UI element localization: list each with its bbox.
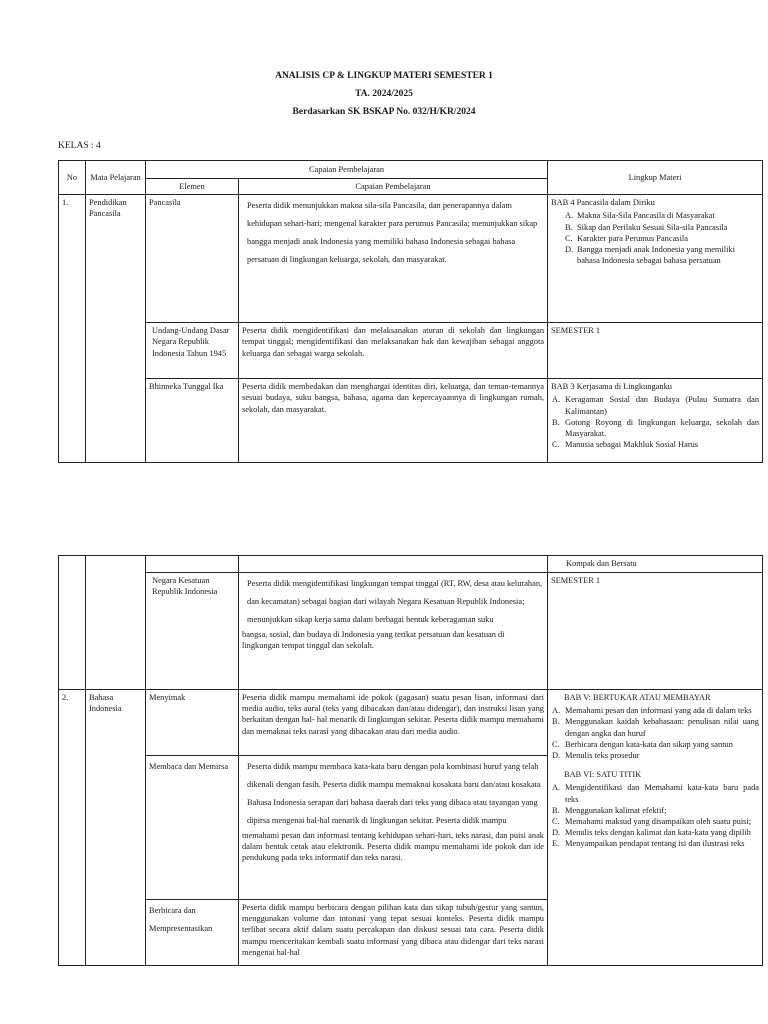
capaian-cell: Peserta didik membedakan dan menghargai identitas diri, keluarga, dan teman-temannya sesuai budaya, suku bangsa, bahasa, agama dan kepercayaannya di lingkungan rumah, sekolah, dan masyarakat. [239, 379, 548, 463]
list-item-text: Gotong Royong di lingkungan keluarga, sekolah dan Masyarakat. [565, 417, 760, 439]
cp-table-page-2 [58, 555, 763, 966]
list-item-letter: E. [552, 839, 560, 849]
elemen-cell: Negara Kesatuan Republik Indonesia [146, 573, 239, 690]
lingkup-cell [548, 690, 763, 966]
table-row [59, 379, 763, 463]
capaian-text-spaced: Peserta didik mampu membaca kata-kata baru dengan pola kombinasi huruf yang telah dikenali dengan fasih. Peserta didik mampu memaknai kosakata baru dan/atau kosakata Bahasa Indonesia serapan dari bahasa daerah dari teks yang dibaca atau tayangan yang dipirsa mengenai hal-hal menarik di lingkungan sekitar. Peserta didik mampu [247, 762, 541, 825]
table-row [59, 195, 763, 323]
list-item-letter: C. [552, 440, 560, 450]
header-no: No [59, 161, 86, 195]
list-item-letter: C. [565, 233, 573, 243]
lingkup-cell: Kompak dan Bersatu [548, 556, 763, 573]
row-mapel: Pendidikan Pancasila [86, 195, 146, 463]
list-item-letter: A. [565, 211, 574, 221]
list-item-text: Bangga menjadi anak Indonesia yang memiliki bahasa Indonesia sebagai bahasa persatuan [577, 245, 735, 266]
bab-title: BAB 3 Kerjasama di Lingkunganku [551, 382, 672, 392]
list-item-letter: C. [552, 817, 560, 827]
lingkup-list [551, 394, 759, 450]
list-item [552, 716, 759, 738]
list-item [552, 805, 759, 816]
list-item-text: Menggunakan kalimat efektif; [565, 805, 667, 815]
table-row [59, 690, 763, 756]
list-item-text: Sikap dan Perilaku Sesuai Sila-sila Pancasila [577, 222, 728, 232]
capaian-cell: Peserta didik menunjukkan makna sila-sila Pancasila, dan penerapannya dalam kehidupan sehari-hari; mengenal karakter para perumus Pancasila; menunjukkan sikap bangga menjadi anak Indonesia yang memiliki bahasa Indonesia sebagai bahasa persatuan di lingkungan keluarga, sekolah, dan masyarakat. [239, 195, 548, 323]
list-item-text: Karakter para Perumus Pancasila [577, 233, 688, 243]
list-item-letter: A. [552, 783, 561, 793]
list-item-letter: B. [552, 805, 560, 815]
row-no: 1. [59, 195, 86, 463]
list-item [552, 705, 759, 716]
capaian-cell [239, 756, 548, 900]
lingkup-list [551, 782, 759, 849]
capaian-cell [239, 573, 548, 690]
document-title: ANALISIS CP & LINGKUP MATERI SEMESTER 1 [275, 71, 493, 81]
elemen-cell: Menyimak [146, 690, 239, 756]
list-item [552, 417, 760, 439]
list-item [565, 244, 759, 266]
list-item-letter: B. [552, 417, 560, 427]
list-item [552, 739, 759, 750]
list-item [552, 394, 760, 416]
header-capaian-group: Capaian Pembelajaran [146, 161, 548, 179]
elemen-cell: Membaca dan Memirsa [146, 756, 239, 900]
decree-reference: Berdasarkan SK BSKAP No. 032/H/KR/2024 [292, 107, 476, 117]
elemen-cell: Undang-Undang Dasar Negara Republik Indonesia Tahun 1945 [146, 323, 239, 379]
list-item-text: Keragaman Sosial dan Budaya (Pulau Sumatra dan Kalimantan) [565, 395, 760, 416]
elemen-cell: Bhinneka Tunggal Ika [146, 379, 239, 463]
capaian-cell [239, 556, 548, 573]
elemen-cell [146, 556, 239, 573]
lingkup-cell: SEMESTER 1 [548, 323, 763, 379]
lingkup-list [551, 705, 759, 761]
lingkup-cell [548, 379, 763, 463]
list-item-text: Menulis teks dengan kalimat dan kata-kata yang dipilih [565, 828, 751, 838]
bab-title: BAB 4 Pancasila dalam Diriku [551, 198, 655, 208]
row-mapel [86, 556, 146, 690]
bab-title: BAB V: BERTUKAR ATAU MEMBAYAR [564, 693, 711, 702]
capaian-text-spaced: Peserta didik mengidentifikasi lingkungan tempat tinggal (RT, RW, desa atau kelurahan, dan kecamatan) sebagai bagian dari wilayah Negara Kesatuan Republik Indonesia; menunjukkan sikap kerja sama dalam berbagai bentuk keberagaman suku [247, 579, 543, 624]
capaian-cell: Peserta didik mengidentifikasi dan melaksanakan aturan di sekolah dan lingkungan tempat tinggal; mengidentifikasi dan melaksanakan hak dan kewajiban sebagai anggota keluarga dan sebagai warga sekolah. [239, 323, 548, 379]
capaian-cell: Peserta didik mampu memahami ide pokok (gagasan) suatu pesan lisan, informasi dari media audio, teks aural (teks yang dibacakan dan/atau didengar), dan instruksi lisan yang berkaitan dengan hal- hal menarik di lingkungan sekitar. Peserta didik mampu memahami dan memaknai teks narasi yang dibacakan atau dari media audio. [239, 690, 548, 756]
header-lingkup: Lingkup Materi [548, 161, 763, 195]
bab-title: BAB VI: SATU TITIK [564, 770, 642, 780]
list-item [552, 827, 759, 838]
row-no [59, 556, 86, 690]
capaian-cell: Peserta didik mampu berbicara dengan pilihan kata dan sikap tubuh/gestur yang santun, menggunakan volume dan intonasi yang tepat sesuai konteks. Peserta didik mampu terlibat secara aktif dalam suatu percakapan dan diskusi sesuai tata cara. Peserta didik mampu menceritakan kembali suatu informasi yang dibaca atau didengar dari teks narasi mengenai hal-hal [239, 900, 548, 966]
list-item-letter: B. [565, 222, 573, 232]
list-item-letter: A. [552, 706, 561, 716]
list-item-letter: D. [552, 751, 561, 761]
header-capaian: Capaian Pembelajaran [239, 179, 548, 195]
list-item [552, 838, 759, 849]
lingkup-list [551, 210, 759, 266]
list-item [552, 439, 759, 450]
list-item-text: Menggunakan kaidah kebahasaan: penulisan nilai uang dengan angka dan huruf [565, 717, 759, 738]
lingkup-cell [548, 195, 763, 323]
row-mapel: Bahasa Indonesia [86, 690, 146, 966]
list-item-text: Manusia sebagai Makhluk Sosial Harus [565, 440, 699, 450]
table-row [59, 573, 763, 690]
list-item [565, 222, 759, 233]
list-item-text: Menulis teks prosedur [565, 751, 640, 761]
list-item-text: Makna Sila-Sila Pancasila di Masyarakat [577, 211, 715, 221]
header-elemen: Elemen [146, 179, 239, 195]
list-item-letter: A. [552, 395, 561, 405]
list-item-text: Berbicara dengan kata-kata dan sikap yang santun [565, 739, 733, 749]
academic-year: TA. 2024/2025 [355, 89, 413, 99]
row-no: 2. [59, 690, 86, 966]
header-row [59, 161, 763, 179]
list-item [565, 233, 759, 244]
list-item-letter: D. [552, 828, 561, 838]
list-item [552, 782, 759, 804]
capaian-text: bangsa, sosial, dan budaya di Indonesia yang terikat persatuan dan kesatuan di lingkungan tempat tinggal dan sekolah. [242, 630, 505, 651]
list-item [552, 750, 759, 761]
table-row [59, 323, 763, 379]
list-item-text: Memahami maksud yang disampaikan oleh suatu puisi; [565, 817, 752, 827]
cp-table-page-1 [58, 160, 763, 463]
list-item-text: Memahami pesan dan informasi yang ada di dalam teks [565, 706, 752, 716]
list-item-letter: D. [565, 245, 574, 255]
list-item-text: Menyampaikan pendapat tentang isi dan ilustrasi teks [565, 839, 745, 849]
lingkup-cell: SEMESTER 1 [548, 573, 763, 690]
list-item-letter: B. [552, 717, 560, 727]
class-label: KELAS : 4 [58, 141, 101, 151]
list-item-text: Mengidentifikasi dan Memahami kata-kata baru pada teks [565, 783, 759, 804]
capaian-text: memahami pesan dan informasi tentang kehidupan sehari-hari, teks narasi, dan puisi anak dalam bentuk cetak atau elektronik. Peserta didik mampu memahami ide pokok dan ide pendukung pada teks informatif dan teks narasi. [242, 831, 544, 863]
list-item-letter: C. [552, 739, 560, 749]
list-item [552, 816, 759, 827]
elemen-cell: Pancasila [146, 195, 239, 323]
list-item [565, 210, 759, 221]
elemen-cell: Berbicara dan Mempresentasikan [146, 900, 239, 966]
header-mapel: Mata Pelajaran [86, 161, 146, 195]
table-row [59, 556, 763, 573]
